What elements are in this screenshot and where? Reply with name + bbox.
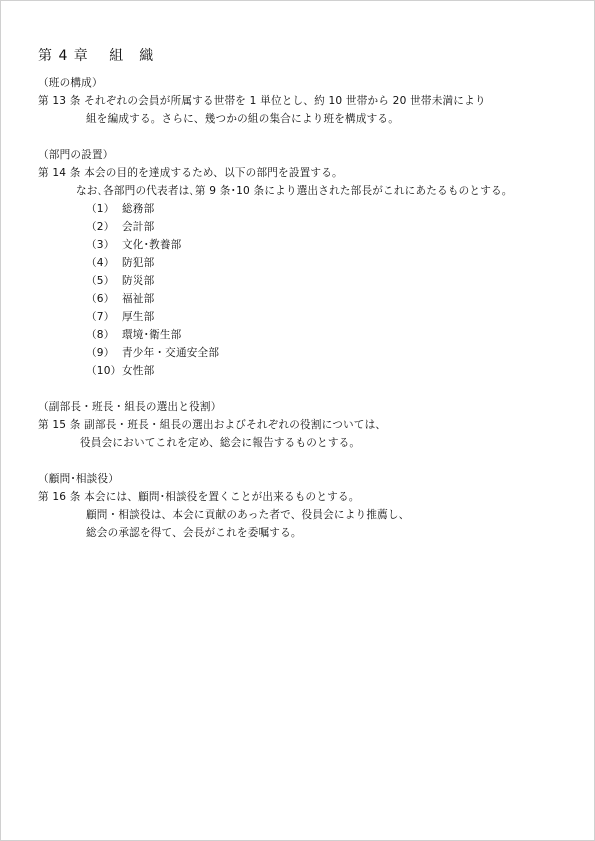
- article-16-continuation-2: 総会の承認を得て、会長がこれを委嘱する。: [86, 527, 302, 539]
- article-15: 第 15 条 副部長・班長・組長の選出およびそれぞれの役割については、: [38, 419, 387, 431]
- list-item: [86, 364, 154, 378]
- article-15-continuation: 役員会においてこれを定め、総会に報告するものとする。: [80, 437, 361, 449]
- list-item-number: （4）: [86, 257, 115, 269]
- article-13: 第 13 条 それぞれの会員が所属する世帯を 1 単位とし、約 10 世帯から 20 世帯未満により: [38, 95, 486, 107]
- article-13-continuation: 組を編成する。さらに、幾つかの組の集合により班を構成する。: [86, 113, 400, 125]
- section-heading-14: （部門の設置）: [38, 149, 114, 161]
- list-item-number: （3）: [86, 239, 115, 251]
- list-item-label: 女性部: [122, 365, 155, 377]
- list-item-label: 会計部: [122, 221, 155, 233]
- list-item-number: （5）: [86, 275, 115, 287]
- list-item-label: 防災部: [122, 275, 155, 287]
- list-item-number: （6）: [86, 293, 115, 305]
- section-heading-16: （顧問･相談役）: [38, 473, 120, 485]
- list-item-number: （10）: [86, 365, 122, 377]
- list-item-label: 防犯部: [122, 257, 155, 269]
- list-item-number: （8）: [86, 329, 115, 341]
- list-item: [86, 292, 154, 306]
- list-item-number: （2）: [86, 221, 115, 233]
- list-item: [86, 346, 219, 360]
- article-16-continuation-1: 顧問・相談役は、本会に貢献のあった者で、役員会により推薦し、: [86, 509, 410, 521]
- list-item-label: 総務部: [122, 203, 155, 215]
- section-heading-15: （副部長・班長・組長の選出と役割）: [38, 401, 222, 413]
- section-heading-13: （班の構成）: [38, 77, 103, 89]
- list-item-number: （9）: [86, 347, 115, 359]
- list-item-label: 福祉部: [122, 293, 155, 305]
- list-item: [86, 238, 181, 252]
- list-item-label: 青少年・交通安全部: [122, 347, 220, 359]
- list-item: [86, 274, 154, 288]
- list-item-label: 厚生部: [122, 311, 155, 323]
- list-item: [86, 328, 181, 342]
- list-item-number: （7）: [86, 311, 115, 323]
- list-item: [86, 220, 154, 234]
- article-14-note: なお､各部門の代表者は､第 9 条･10 条により選出された部長がこれにあたるものとする。: [76, 185, 513, 197]
- article-14: 第 14 条 本会の目的を達成するため、以下の部門を設置する。: [38, 167, 343, 179]
- list-item: [86, 256, 154, 270]
- chapter-title: 第 4 章 組 織: [38, 48, 155, 64]
- list-item: [86, 202, 154, 216]
- list-item: [86, 310, 154, 324]
- list-item-number: （1）: [86, 203, 115, 215]
- list-item-label: 環境･衛生部: [122, 329, 182, 341]
- article-16: 第 16 条 本会には、顧問･相談役を置くことが出来るものとする。: [38, 491, 360, 503]
- list-item-label: 文化･教養部: [122, 239, 182, 251]
